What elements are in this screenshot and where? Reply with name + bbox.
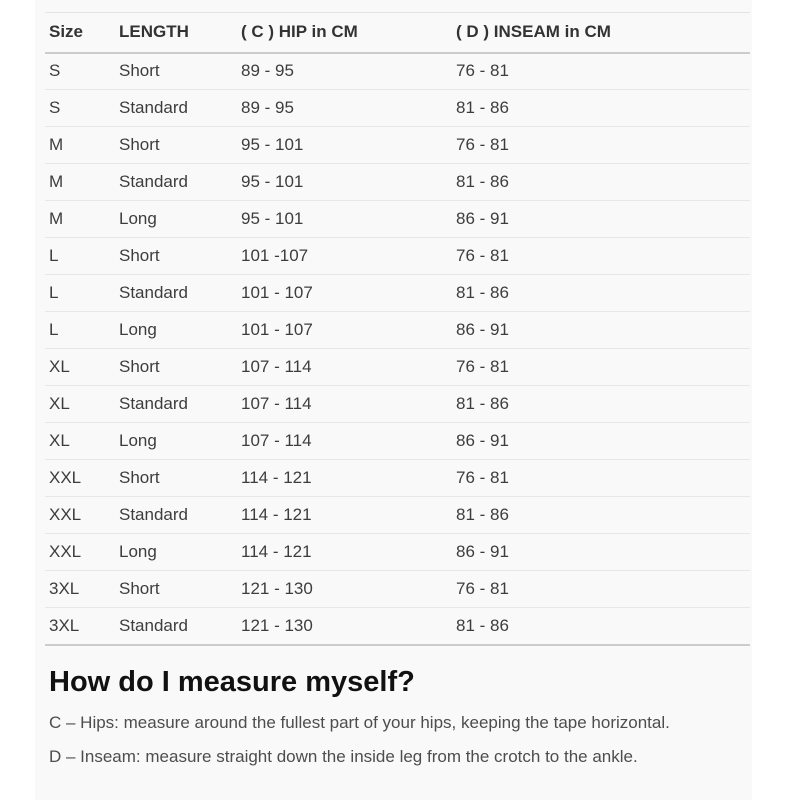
table-row [45, 53, 750, 90]
cell-length: Long [115, 201, 237, 238]
cell-length: Long [115, 423, 237, 460]
cell-size: XXL [45, 497, 115, 534]
table-row [45, 127, 750, 164]
table-row [45, 164, 750, 201]
table-row [45, 386, 750, 423]
cell-hip: 95 - 101 [237, 201, 452, 238]
cell-length: Standard [115, 497, 237, 534]
size-chart-body [45, 53, 750, 645]
table-row [45, 460, 750, 497]
size-guide-panel [35, 0, 752, 800]
cell-length: Short [115, 238, 237, 275]
cell-inseam: 76 - 81 [452, 127, 750, 164]
cell-hip: 95 - 101 [237, 164, 452, 201]
table-row [45, 423, 750, 460]
table-row [45, 275, 750, 312]
cell-inseam: 81 - 86 [452, 164, 750, 201]
table-row [45, 238, 750, 275]
size-chart-header [45, 13, 750, 53]
cell-size: M [45, 127, 115, 164]
cell-inseam: 81 - 86 [452, 275, 750, 312]
cell-size: M [45, 164, 115, 201]
cell-length: Standard [115, 164, 237, 201]
cell-length: Standard [115, 386, 237, 423]
cell-hip: 114 - 121 [237, 460, 452, 497]
table-row [45, 497, 750, 534]
cell-inseam: 76 - 81 [452, 460, 750, 497]
table-header-row [45, 13, 750, 53]
cell-length: Short [115, 460, 237, 497]
column-header-size: Size [45, 13, 115, 53]
cell-size: XL [45, 423, 115, 460]
cell-inseam: 86 - 91 [452, 423, 750, 460]
cell-hip: 107 - 114 [237, 386, 452, 423]
cell-length: Long [115, 312, 237, 349]
cell-inseam: 76 - 81 [452, 53, 750, 90]
cell-size: 3XL [45, 571, 115, 608]
cell-length: Short [115, 571, 237, 608]
cell-hip: 121 - 130 [237, 608, 452, 645]
cell-size: XL [45, 386, 115, 423]
table-row [45, 349, 750, 386]
cell-length: Short [115, 53, 237, 90]
cell-size: M [45, 201, 115, 238]
cell-size: S [45, 53, 115, 90]
table-row [45, 534, 750, 571]
cell-hip: 95 - 101 [237, 127, 452, 164]
cell-hip: 101 - 107 [237, 312, 452, 349]
cell-hip: 89 - 95 [237, 90, 452, 127]
column-header-length: LENGTH [115, 13, 237, 53]
cell-length: Short [115, 349, 237, 386]
table-row [45, 312, 750, 349]
cell-size: XXL [45, 534, 115, 571]
cell-inseam: 76 - 81 [452, 349, 750, 386]
cell-hip: 107 - 114 [237, 349, 452, 386]
column-header-inseam: ( D ) INSEAM in CM [452, 13, 750, 53]
cell-hip: 101 - 107 [237, 275, 452, 312]
cell-inseam: 81 - 86 [452, 608, 750, 645]
cell-size: L [45, 312, 115, 349]
cell-size: S [45, 90, 115, 127]
table-row [45, 608, 750, 645]
table-row [45, 571, 750, 608]
cell-size: 3XL [45, 608, 115, 645]
cell-length: Short [115, 127, 237, 164]
cell-hip: 107 - 114 [237, 423, 452, 460]
cell-hip: 121 - 130 [237, 571, 452, 608]
cell-inseam: 86 - 91 [452, 312, 750, 349]
cell-size: L [45, 275, 115, 312]
cell-inseam: 86 - 91 [452, 201, 750, 238]
table-row [45, 201, 750, 238]
cell-inseam: 86 - 91 [452, 534, 750, 571]
cell-size: XXL [45, 460, 115, 497]
cell-inseam: 81 - 86 [452, 386, 750, 423]
table-row [45, 90, 750, 127]
cell-hip: 101 -107 [237, 238, 452, 275]
cell-hip: 114 - 121 [237, 497, 452, 534]
cell-inseam: 81 - 86 [452, 90, 750, 127]
cell-length: Standard [115, 608, 237, 645]
cell-length: Long [115, 534, 237, 571]
cell-size: L [45, 238, 115, 275]
cell-inseam: 76 - 81 [452, 238, 750, 275]
cell-length: Standard [115, 90, 237, 127]
inseam-instruction: D – Inseam: measure straight down the inside leg from the crotch to the ankle. [49, 746, 638, 766]
cell-hip: 114 - 121 [237, 534, 452, 571]
cell-length: Standard [115, 275, 237, 312]
size-chart-table [45, 12, 750, 646]
measure-section [45, 666, 750, 767]
hips-instruction: C – Hips: measure around the fullest part of your hips, keeping the tape horizontal. [49, 712, 670, 732]
measure-heading: How do I measure myself? [49, 665, 415, 698]
cell-inseam: 76 - 81 [452, 571, 750, 608]
cell-hip: 89 - 95 [237, 53, 452, 90]
column-header-hip: ( C ) HIP in CM [237, 13, 452, 53]
cell-inseam: 81 - 86 [452, 497, 750, 534]
cell-size: XL [45, 349, 115, 386]
